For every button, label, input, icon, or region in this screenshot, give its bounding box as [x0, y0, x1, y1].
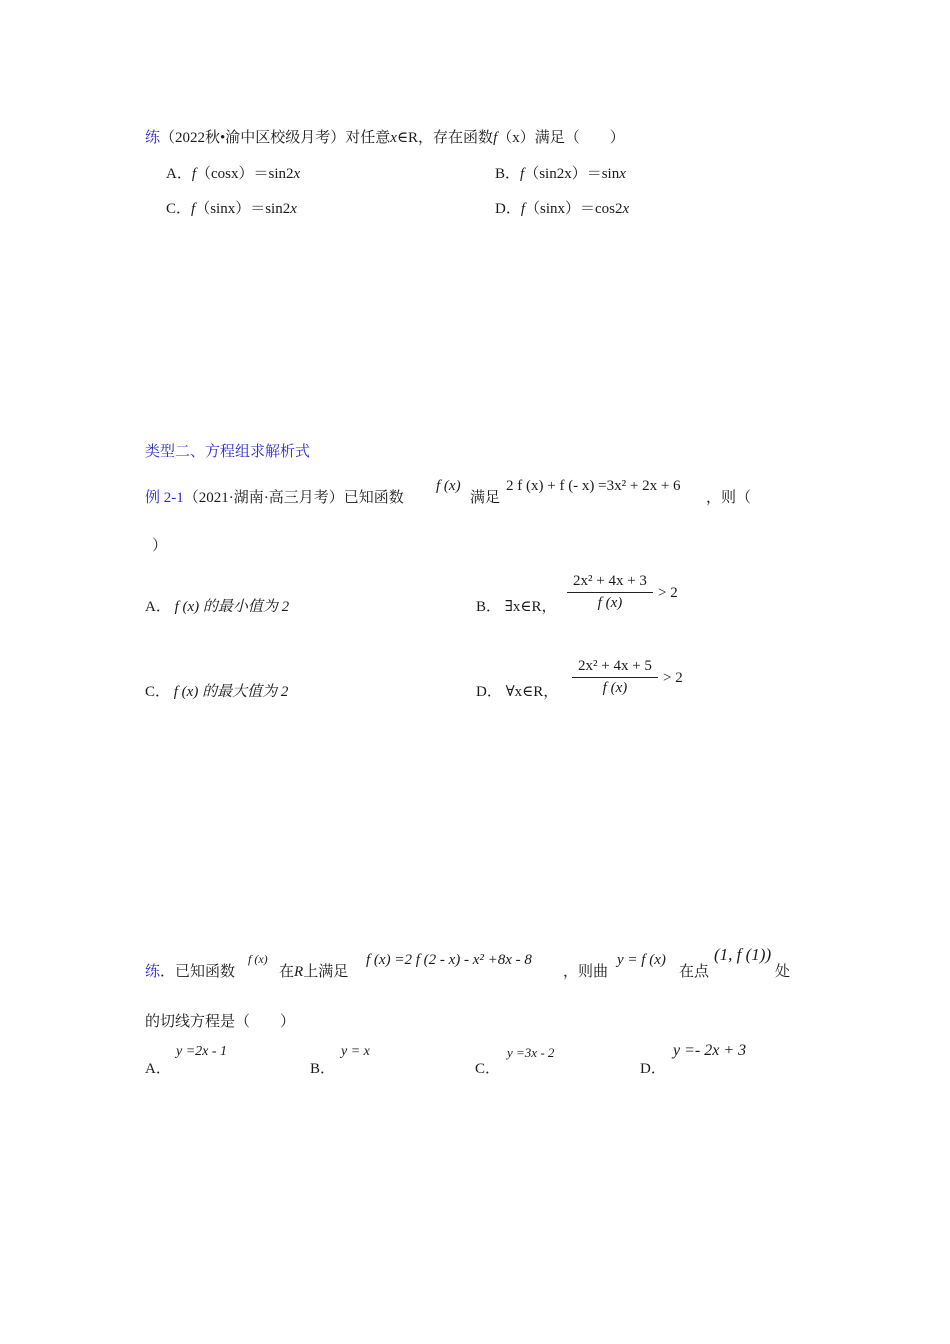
q3-satisfy: 上满足 — [303, 964, 349, 980]
q3-curve: y = f (x) — [617, 952, 666, 968]
fraction-bar — [567, 592, 653, 593]
q3-tag: 练 — [145, 964, 161, 980]
q3-option-b-expr: y = x — [341, 1044, 370, 1059]
q1-tag: 练 — [145, 130, 161, 146]
fraction-numerator: 2x² + 4x + 5 — [578, 658, 652, 674]
option-text: f (x) 的最小值为 2 — [174, 599, 290, 615]
q1-fx-rest: （x）满足（ ） — [497, 130, 625, 146]
q3-equation: f (x) =2 f (2 - x) - x² +8x - 8 — [366, 952, 532, 968]
ex21-fx: f (x) — [436, 478, 461, 494]
ex21-stem-prefix — [145, 488, 404, 508]
q3-stem-start — [145, 962, 235, 982]
q3-option-c-expr: y =3x - 2 — [507, 1045, 555, 1060]
ex21-d-relation: > 2 — [663, 670, 683, 686]
ex21-d-fraction — [572, 658, 658, 697]
option-text: f (x) 的最大值为 2 — [173, 684, 289, 700]
q3-option-a-expr: y =2x - 1 — [176, 1044, 228, 1059]
option-label: A． — [166, 166, 192, 182]
q3-option-a-label[interactable]: A． — [145, 1061, 171, 1077]
q3-option-d-expr: y =- 2x + 3 — [673, 1042, 747, 1059]
ex21-then: ，则（ — [706, 490, 752, 506]
q1-option-b[interactable] — [495, 164, 626, 184]
ex21-b-relation: > 2 — [658, 585, 678, 601]
ex21-option-b[interactable] — [476, 597, 557, 617]
q3-point: (1, f (1)) — [714, 945, 772, 964]
option-text: （cosx）＝sin2 — [196, 166, 294, 182]
q1-option-c[interactable] — [166, 199, 297, 219]
option-label: D． — [495, 201, 521, 217]
q1-in-set: ∈R，存在函数 — [396, 130, 494, 146]
option-tail: x — [293, 166, 301, 182]
option-label: C． — [166, 201, 192, 217]
fraction-bar — [572, 677, 658, 678]
ex21-tag: 例 2-1 — [145, 490, 184, 506]
q3-text-2 — [279, 962, 348, 982]
q3-option-b-label[interactable]: B． — [310, 1061, 336, 1077]
section-title: 类型二、方程组求解析式 — [145, 444, 311, 460]
option-label: C． — [145, 684, 171, 700]
q3-line2: 的切线方程是（ ） — [145, 1014, 296, 1030]
fraction-denominator: f (x) — [597, 595, 623, 611]
option-tail: x — [290, 201, 297, 217]
q3-in: 在 — [279, 964, 295, 980]
ex21-equation: 2 f (x) + f (- x) =3x² + 2x + 6 — [506, 478, 681, 494]
option-text: （sinx）＝cos2 — [525, 201, 623, 217]
q1-x: x — [390, 130, 397, 146]
option-f: f — [520, 166, 525, 182]
option-label: B． — [476, 599, 502, 615]
q1-source: （2022秋•渝中区校级月考）对任意 — [160, 130, 391, 146]
q1-f: f — [493, 130, 498, 146]
ex21-option-d[interactable] — [476, 682, 558, 702]
option-text: （sin2x）＝sin — [524, 166, 620, 182]
option-label: B． — [495, 166, 521, 182]
q3-fx: f (x) — [248, 952, 268, 966]
q3-text-4: ，则曲 — [563, 964, 609, 980]
q1-option-d[interactable] — [495, 199, 629, 219]
option-f: f — [191, 201, 196, 217]
option-text: （sinx）＝sin2 — [195, 201, 291, 217]
fraction-numerator: 2x² + 4x + 3 — [573, 573, 647, 589]
q3-text-5: 在点 — [679, 964, 710, 980]
q3-option-d-label[interactable]: D． — [640, 1061, 666, 1077]
q3-R: R — [294, 964, 304, 980]
ex21-b-fraction — [567, 573, 653, 612]
option-prefix: ∃x∈R， — [504, 599, 557, 615]
option-tail: x — [619, 166, 626, 182]
q3-text-1: ．已知函数 — [160, 964, 236, 980]
q3-option-c-label[interactable]: C． — [475, 1061, 501, 1077]
ex21-source: （2021·湖南·高三月考）已知函数 — [183, 490, 404, 506]
option-tail: x — [622, 201, 630, 217]
option-label: D． — [476, 684, 502, 700]
ex21-option-a[interactable] — [145, 597, 289, 617]
option-prefix: ∀x∈R， — [505, 684, 559, 700]
ex21-satisfy: 满足 — [470, 490, 501, 506]
q1-option-a[interactable] — [166, 164, 300, 184]
q1-stem — [145, 128, 625, 148]
q3-text-6: 处 — [775, 964, 791, 980]
option-label: A． — [145, 599, 171, 615]
ex21-close: ） — [152, 538, 168, 554]
ex21-option-c[interactable] — [145, 682, 288, 702]
fraction-denominator: f (x) — [602, 680, 628, 696]
option-f: f — [191, 166, 197, 182]
option-f: f — [520, 201, 526, 217]
